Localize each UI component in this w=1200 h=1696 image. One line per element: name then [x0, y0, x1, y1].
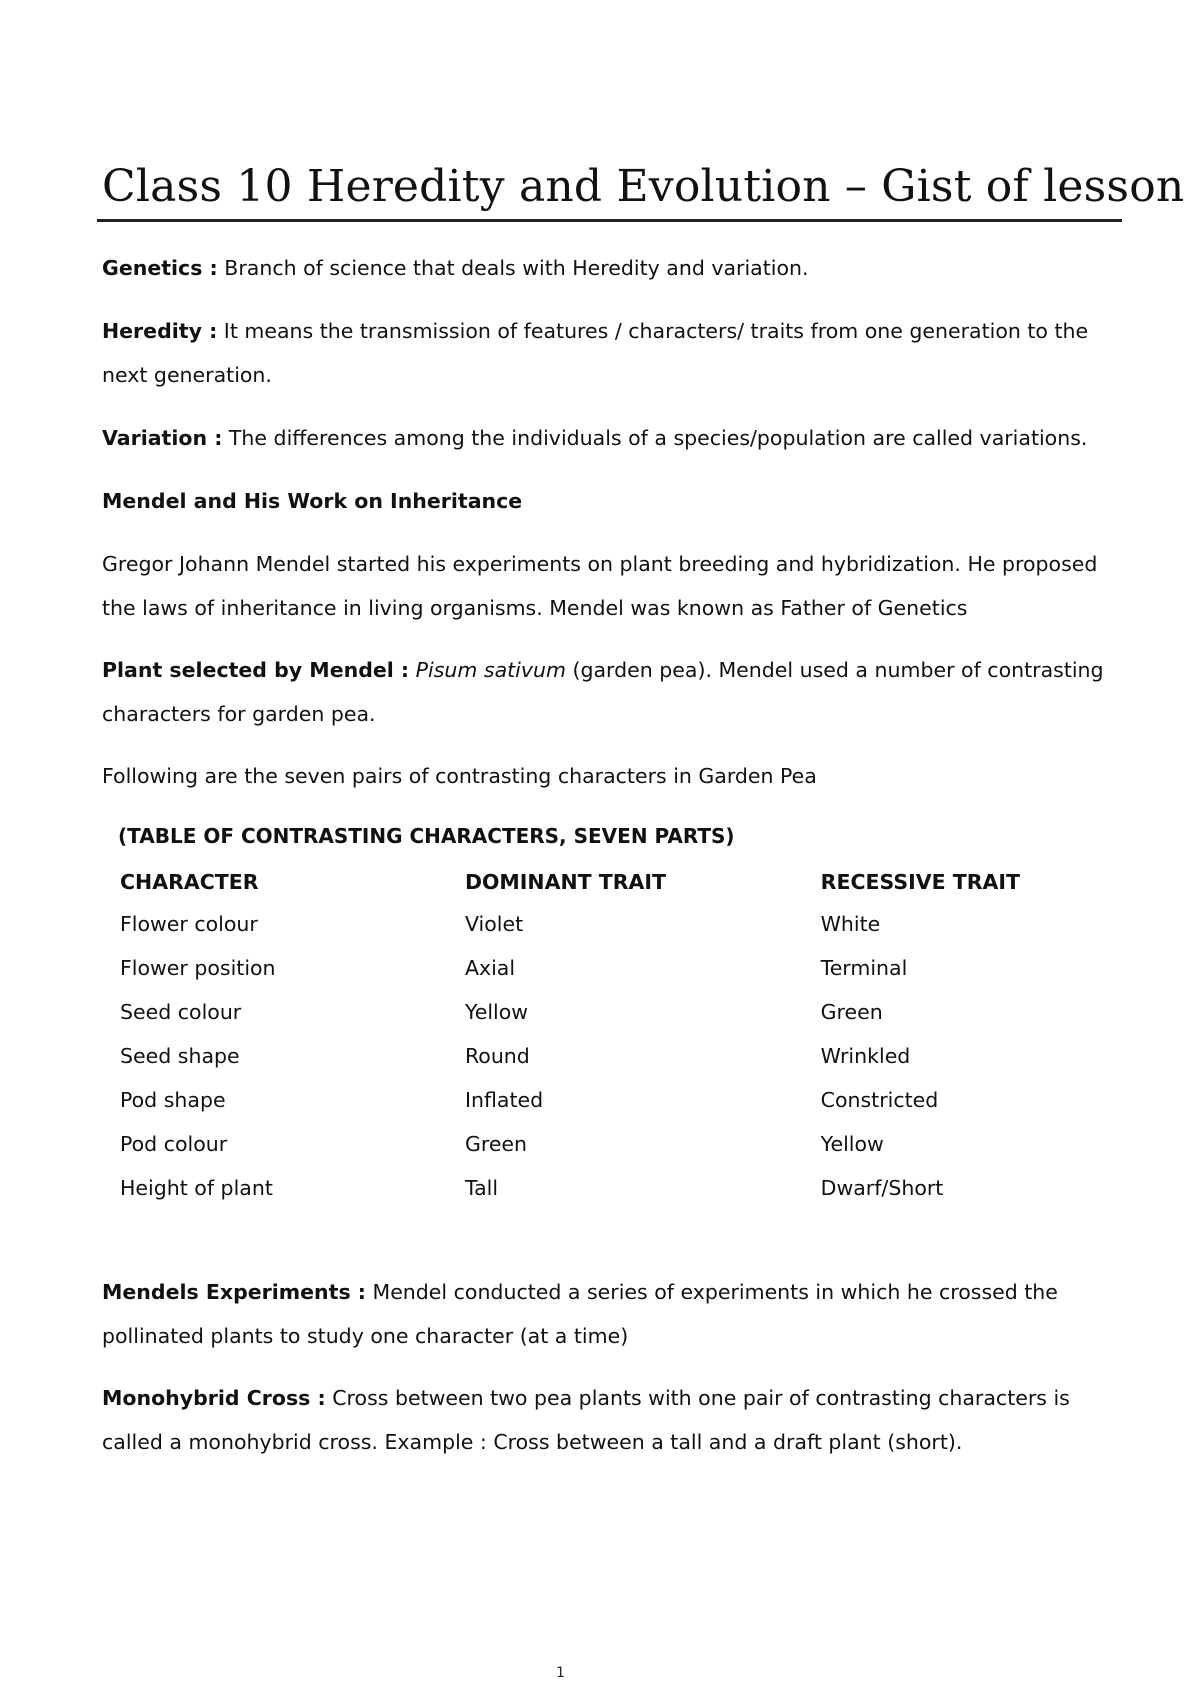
table-row: [120, 946, 1020, 990]
header-dominant-trait: DOMINANT TRAIT: [464, 870, 666, 894]
experiments-text-line2: pollinated plants to study one character (at a time): [102, 1324, 629, 1348]
character-cell: Pod colour: [120, 1132, 228, 1156]
table-row: [120, 1122, 1020, 1166]
heredity-paragraph: [102, 309, 1088, 397]
plant-text-line2: characters for garden pea.: [102, 702, 376, 726]
monohybrid-paragraph: [102, 1376, 1070, 1464]
variation-text: The differences among the individuals of a species/population are called variations.: [222, 426, 1088, 450]
dominant-cell: Violet: [464, 912, 524, 936]
gregor-text-line1: Gregor Johann Mendel started his experiments on plant breeding and hybridization. He proposed: [102, 552, 1098, 576]
recessive-cell: Yellow: [820, 1132, 884, 1156]
page-title: Class 10 Heredity and Evolution – Gist of lesson: [102, 161, 1185, 212]
gregor-text-line2: the laws of inheritance in living organisms. Mendel was known as Father of Genetics: [102, 596, 968, 620]
contrasting-characters-table: [120, 862, 1020, 1210]
character-cell: Seed shape: [120, 1044, 240, 1068]
dominant-cell: Yellow: [464, 1000, 529, 1024]
table-row: [120, 1166, 1020, 1210]
header-recessive-trait: RECESSIVE TRAIT: [820, 870, 1020, 894]
variation-term: Variation :: [102, 426, 223, 450]
recessive-cell: White: [820, 912, 881, 936]
character-cell: Flower position: [120, 956, 276, 980]
table-row: [120, 990, 1020, 1034]
dominant-cell: Tall: [464, 1176, 499, 1200]
recessive-cell: Constricted: [820, 1088, 939, 1112]
dominant-cell: Green: [464, 1132, 528, 1156]
heredity-term: Heredity :: [102, 319, 218, 343]
mendel-section-heading: Mendel and His Work on Inheritance: [102, 489, 523, 513]
table-row: [120, 1034, 1020, 1078]
recessive-cell: Green: [820, 1000, 883, 1024]
plant-text-line1: (garden pea). Mendel used a number of contrasting: [565, 658, 1104, 682]
page-number: 1: [556, 1665, 565, 1681]
character-cell: Height of plant: [120, 1176, 273, 1200]
plant-term: Plant selected by Mendel :: [102, 658, 410, 682]
experiments-text-line1: Mendel conducted a series of experiments in which he crossed the: [365, 1280, 1058, 1304]
table-row: [120, 1078, 1020, 1122]
plant-species-name: Pisum sativum: [415, 658, 566, 682]
monohybrid-text-line1: Cross between two pea plants with one pair of contrasting characters is: [325, 1386, 1070, 1410]
character-cell: Seed colour: [120, 1000, 242, 1024]
genetics-text: Branch of science that deals with Heredity and variation.: [217, 256, 809, 280]
genetics-paragraph: [102, 246, 809, 290]
recessive-cell: Dwarf/Short: [820, 1176, 944, 1200]
title-underline: [97, 219, 1122, 222]
recessive-cell: Wrinkled: [820, 1044, 911, 1068]
character-cell: Flower colour: [120, 912, 258, 936]
variation-paragraph: [102, 416, 1087, 460]
gregor-paragraph: [102, 542, 1097, 630]
character-cell: Pod shape: [120, 1088, 226, 1112]
recessive-cell: Terminal: [820, 956, 908, 980]
dominant-cell: Round: [464, 1044, 530, 1068]
table-header-row: [120, 862, 1020, 902]
following-paragraph: Following are the seven pairs of contrasting characters in Garden Pea: [102, 764, 817, 788]
monohybrid-term: Monohybrid Cross :: [102, 1386, 326, 1410]
heredity-text-line2: next generation.: [102, 363, 272, 387]
plant-paragraph: [102, 648, 1104, 736]
header-character: CHARACTER: [120, 870, 259, 894]
heredity-text-line1: It means the transmission of features / characters/ traits from one generation to the: [217, 319, 1089, 343]
genetics-term: Genetics :: [102, 256, 218, 280]
experiments-paragraph: [102, 1270, 1058, 1358]
dominant-cell: Inflated: [464, 1088, 544, 1112]
table-caption: (TABLE OF CONTRASTING CHARACTERS, SEVEN PARTS): [118, 824, 735, 848]
experiments-term: Mendels Experiments :: [102, 1280, 366, 1304]
dominant-cell: Axial: [464, 956, 516, 980]
monohybrid-text-line2: called a monohybrid cross. Example : Cross between a tall and a draft plant (short).: [102, 1430, 963, 1454]
table-row: [120, 902, 1020, 946]
